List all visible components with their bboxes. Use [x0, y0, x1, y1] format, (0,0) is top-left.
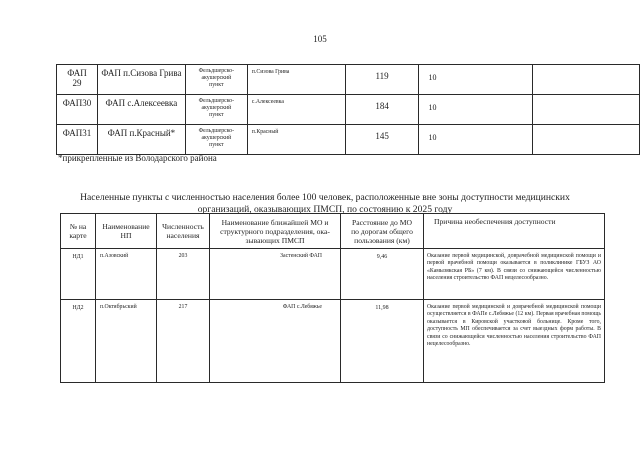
header-nearest-mo: Наименование ближайшей МО и структурного подразделения, ока- зывающих ПМСП: [210, 214, 341, 249]
row-name: п.Октябрьский: [96, 300, 157, 383]
header-population: Численность населения: [157, 214, 210, 249]
fap-distance: 184: [345, 95, 419, 125]
fap-population: 10: [419, 125, 533, 155]
page-number: 105: [313, 34, 327, 44]
row-nearest-mo: ФАП с.Лебяжье: [210, 300, 341, 383]
fap-distance: 145: [345, 125, 419, 155]
fap-name: ФАП п.Красный*: [97, 125, 185, 155]
fap-type: Фельдшерско- акушерский пункт: [185, 125, 247, 155]
fap-empty-cell: [533, 65, 640, 95]
settlement-row: [61, 300, 605, 383]
fap-name: ФАП с.Алексеевка: [97, 95, 185, 125]
fap-place: с.Алексеевка: [247, 95, 345, 125]
row-name: п.Азовский: [96, 249, 157, 300]
row-distance: 9,46: [341, 249, 424, 300]
fap-empty-cell: [533, 125, 640, 155]
fap-place: п.Сизова Грива: [247, 65, 345, 95]
row-reason: Оказание первой медицинской, доврачебной медицинской помощи и первой врачебной помощи оказывается в поликлинике ГБУЗ АО «Камызякская РБ» (7 км). В связи со снижающейся численностью населения строительство ФАП нецелесообразно.: [424, 249, 605, 300]
section-title-line1: Населенные пункты с численностью населения более 100 человек, расположенные вне зоны доступности медицинских: [80, 192, 570, 203]
fap-code: ФАП 29: [57, 65, 98, 95]
fap-row: [57, 125, 640, 155]
header-row: [61, 214, 605, 249]
fap-code: ФАП30: [57, 95, 98, 125]
fap-table: [56, 64, 640, 155]
fap-place: п.Красный: [247, 125, 345, 155]
header-num: № на карте: [61, 214, 96, 249]
header-name: Наименование НП: [96, 214, 157, 249]
row-distance: 11,98: [341, 300, 424, 383]
row-population: 217: [157, 300, 210, 383]
row-num: НД1: [61, 249, 96, 300]
settlements-table: [60, 213, 605, 383]
row-nearest-mo: Застенский ФАП: [210, 249, 341, 300]
fap-empty-cell: [533, 95, 640, 125]
row-population: 203: [157, 249, 210, 300]
header-reason: Причина необеспечения доступности: [424, 214, 605, 249]
fap-code: ФАП31: [57, 125, 98, 155]
footnote: *прикрепленные из Володарского района: [58, 153, 217, 163]
header-distance: Расстояние до МО по дорогам общего пользования (км): [341, 214, 424, 249]
row-reason: Оказание первой медицинской и доврачебной медицинской помощи осуществляется в ФАПе с.Лебяжье (12 км). Первая врачебная помощь оказывается в Кировской участковой больнице. Кроме того, доступность МП обеспечивается за счет выездных форм работы. В связи со снижающейся численностью населения строительство ФАП нецелесообразно.: [424, 300, 605, 383]
fap-row: [57, 65, 640, 95]
section-title-line2: организаций, оказывающих ПМСП, по состоянию к 2025 году: [197, 204, 453, 215]
fap-population: 10: [419, 95, 533, 125]
fap-type: Фельдшерско- акушерский пункт: [185, 95, 247, 125]
fap-row: [57, 95, 640, 125]
row-num: НД2: [61, 300, 96, 383]
fap-name: ФАП п.Сизова Грива: [97, 65, 185, 95]
fap-distance: 119: [345, 65, 419, 95]
settlement-row: [61, 249, 605, 300]
fap-population: 10: [419, 65, 533, 95]
fap-type: Фельдшерско- акушерский пункт: [185, 65, 247, 95]
